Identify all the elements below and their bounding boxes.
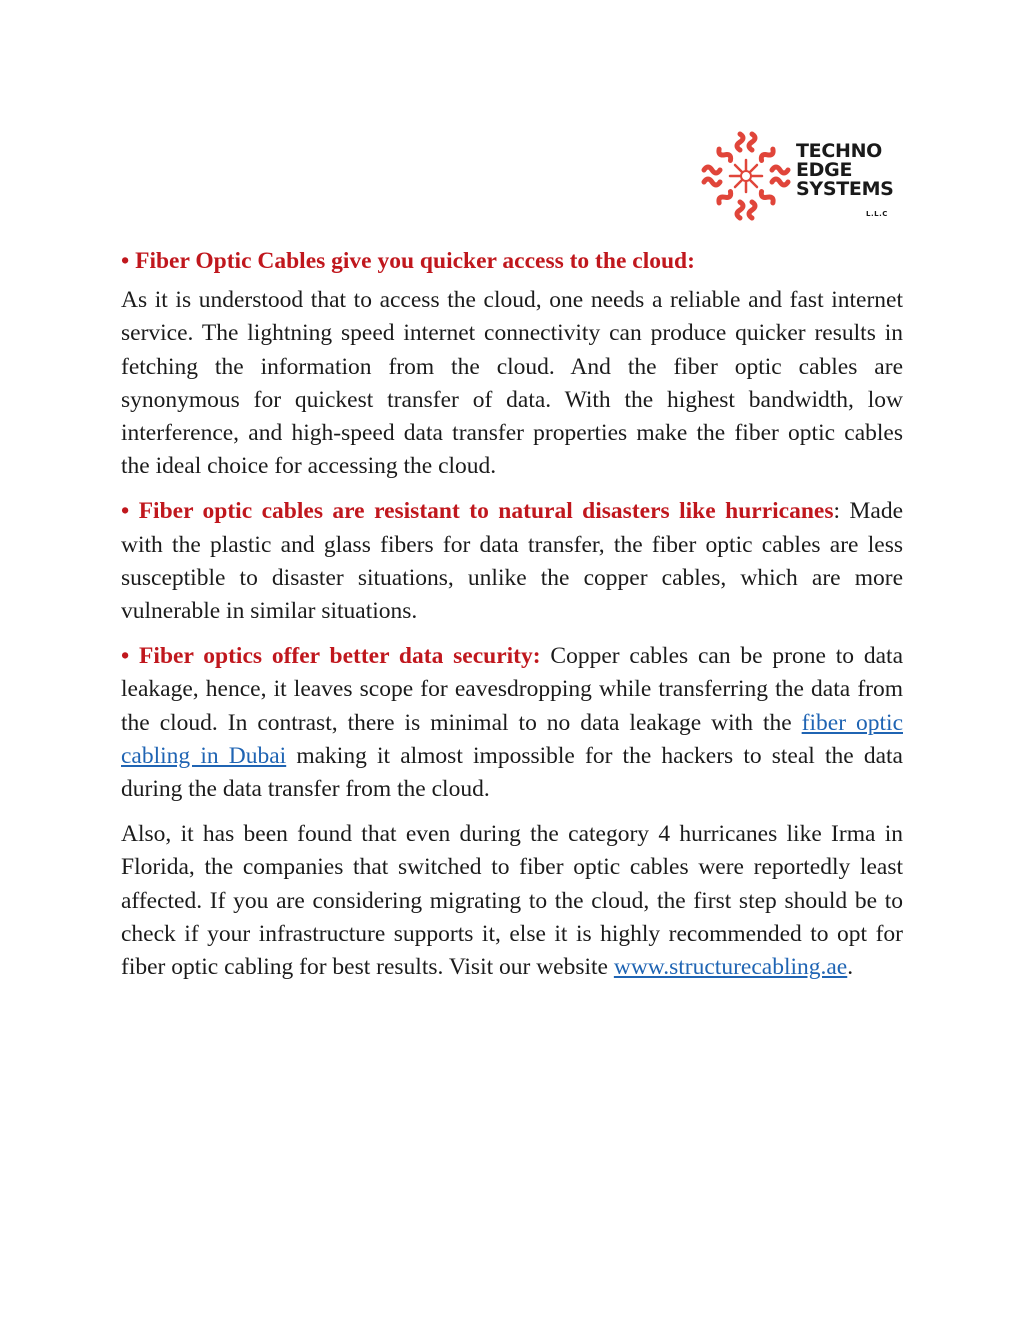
section-cloud-access-body [121, 284, 903, 483]
paragraph-text: Copper cables can be prone to data leakage, hence, it leaves scope for eavesdropping while transferring the data from the cloud. In contrast, there is minimal to no data leakage with the [121, 643, 903, 736]
heading-separator: : [833, 498, 841, 525]
logo-suffix: L.L.C [866, 210, 888, 218]
company-logo [700, 130, 900, 225]
paragraph-text: As it is understood that to access the cloud, one needs a reliable and fast internet service. The lightning speed internet connectivity can produce quicker results in fetching the information from the cloud. And the fiber optic cables are synonymous for quickest transfer of data. With the highest bandwidth, low interference, and high-speed data transfer properties make the fiber optic cables the ideal choice for accessing the cloud. [121, 287, 903, 480]
logo-line-techno: TECHNO [796, 140, 883, 162]
logo-line-systems: SYSTEMS [796, 178, 894, 200]
logo-wordmark [796, 142, 894, 199]
section-cloud-access [121, 245, 903, 278]
section-heading-data-security: • Fiber optics offer better data security: [121, 643, 541, 670]
paragraph-text: Also, it has been found that even during the category 4 hurricanes like Irma in Florida, the companies that switched to fiber optic cables were reportedly least affected. If you are considering migrating to the cloud, the first step should be to check if your infrastructure supports it, else it is highly recommended to opt for fiber optic cabling for best results. Visit our website [121, 821, 903, 981]
paragraph-text: Made with the plastic and glass fibers for data transfer, the fiber optic cables are less susceptible to disaster situations, unlike the copper cables, which are more vulnerable in similar situations. [121, 498, 904, 625]
section-disaster-resistance [121, 495, 903, 628]
sentence-end: . [847, 954, 854, 981]
section-conclusion [121, 818, 903, 984]
fiber-optic-cabling-link[interactable]: fiber optic cabling in Dubai [121, 709, 903, 769]
logo-line-edge: EDGE [796, 159, 853, 181]
website-link[interactable]: www.structurecabling.ae [613, 954, 848, 981]
section-heading-cloud-access: • Fiber Optic Cables give you quicker access to the cloud: [121, 248, 695, 274]
article-body [121, 245, 903, 996]
section-heading-disaster-resistance: • Fiber optic cables are resistant to natural disasters like hurricanes [121, 498, 834, 525]
paragraph-text: making it almost impossible for the hackers to steal the data during the data transfer from the cloud. [121, 742, 903, 803]
sun-swirl-logo-icon [700, 130, 792, 222]
section-data-security [121, 640, 903, 806]
